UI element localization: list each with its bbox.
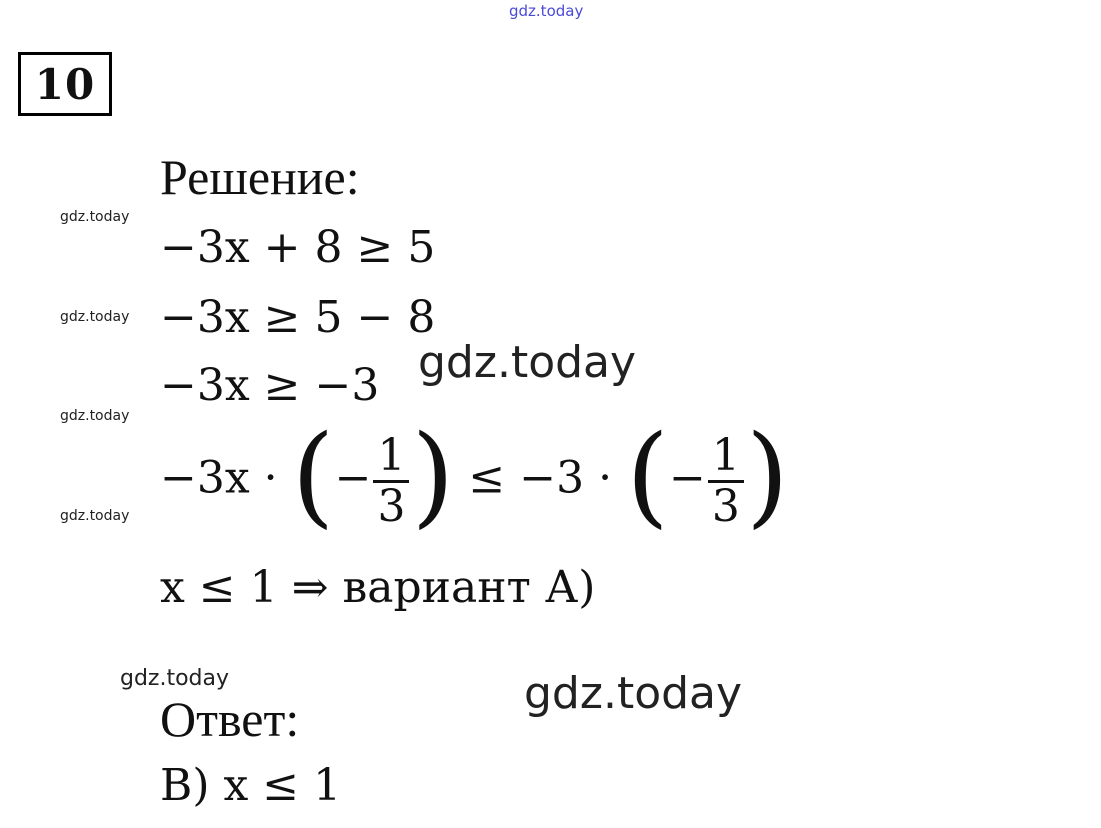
watermark-top: gdz.today [509,2,584,20]
equation-line-2: −3x ≥ 5 − 8 [160,292,436,343]
solution-heading: Решение: [160,149,360,205]
minus-sign: − [668,452,706,504]
mult-lhs: −3x · [160,452,278,504]
paren-close: ) [745,411,789,539]
fraction-numerator: 1 [711,429,740,481]
answer-text: B) x ≤ 1 [160,760,342,811]
paren-open: ( [626,411,669,539]
watermark-large: gdz.today [418,337,637,388]
fraction-denominator: 3 [708,480,744,529]
minus-sign: − [334,452,372,504]
watermark-side: gdz.today [60,408,130,424]
equation-line-4 [160,411,789,539]
equation-line-1: −3x + 8 ≥ 5 [160,222,436,273]
conclusion-line: x ≤ 1 ⇒ вариант А) [160,562,596,613]
equation-line-3: −3x ≥ −3 [160,360,380,411]
watermark-side: gdz.today [60,309,130,325]
fraction [708,429,744,532]
watermark-side: gdz.today [60,508,130,524]
watermark-mid: gdz.today [120,666,230,691]
task-number: 10 [34,59,96,109]
paren-open: ( [291,411,335,539]
fraction-numerator: 1 [377,429,406,481]
answer-heading: Ответ: [160,691,300,747]
paren-close: ) [411,411,455,539]
watermark-side: gdz.today [60,209,130,225]
fraction [373,429,409,532]
mult-relation: ≤ −3 · [468,452,613,504]
watermark-large: gdz.today [524,668,743,719]
task-number-box [18,52,112,116]
fraction-denominator: 3 [373,480,409,529]
